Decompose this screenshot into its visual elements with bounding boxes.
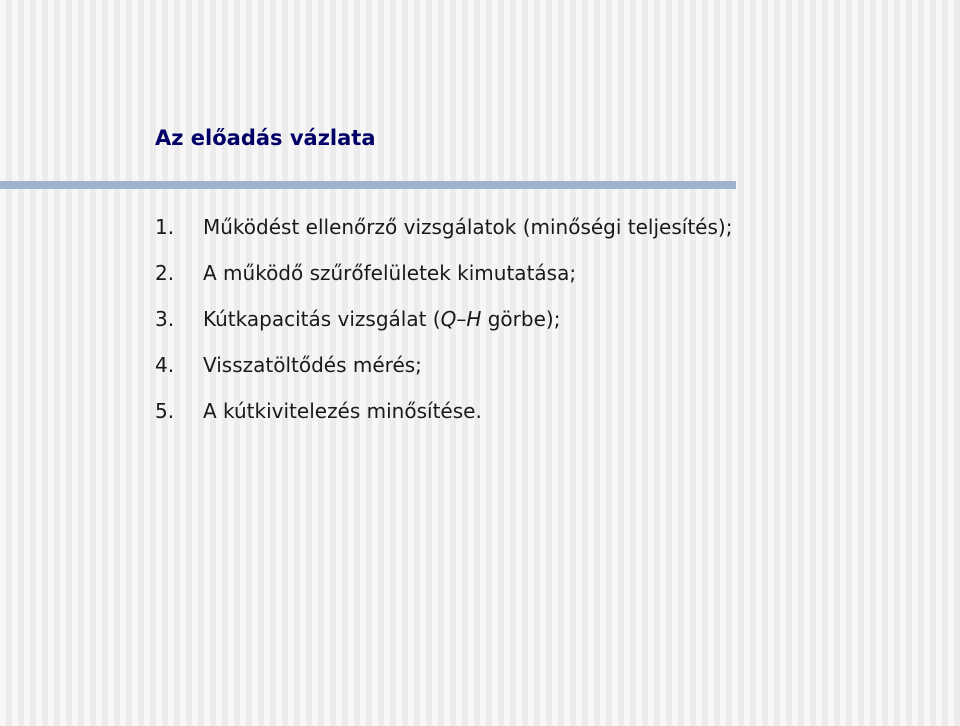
item-text: Működést ellenőrző vizsgálatok (minőségi teljesítés); — [203, 215, 733, 239]
outline-item — [155, 255, 732, 301]
item-number: 1. — [155, 215, 175, 239]
item-text: A működő szűrőfelületek kimutatása; — [203, 261, 577, 285]
item-text-before: Kútkapacitás vizsgálat ( — [203, 307, 441, 331]
variable-h: H — [466, 307, 482, 331]
item-number: 3. — [155, 307, 175, 331]
outline-item — [155, 301, 732, 347]
title-divider — [0, 181, 736, 189]
outline-item — [155, 393, 732, 439]
en-dash: – — [456, 307, 467, 331]
item-number: 5. — [155, 399, 175, 423]
item-text-after: görbe); — [481, 307, 561, 331]
slide-title: Az előadás vázlata — [155, 126, 376, 150]
outline-item — [155, 209, 732, 255]
item-text: Visszatöltődés mérés; — [203, 353, 422, 377]
item-number: 2. — [155, 261, 175, 285]
item-number: 4. — [155, 353, 175, 377]
outline-item — [155, 347, 732, 393]
outline-list — [155, 209, 732, 439]
variable-q: Q — [440, 307, 457, 331]
item-text: A kútkivitelezés minősítése. — [203, 399, 482, 423]
item-text — [203, 301, 560, 347]
